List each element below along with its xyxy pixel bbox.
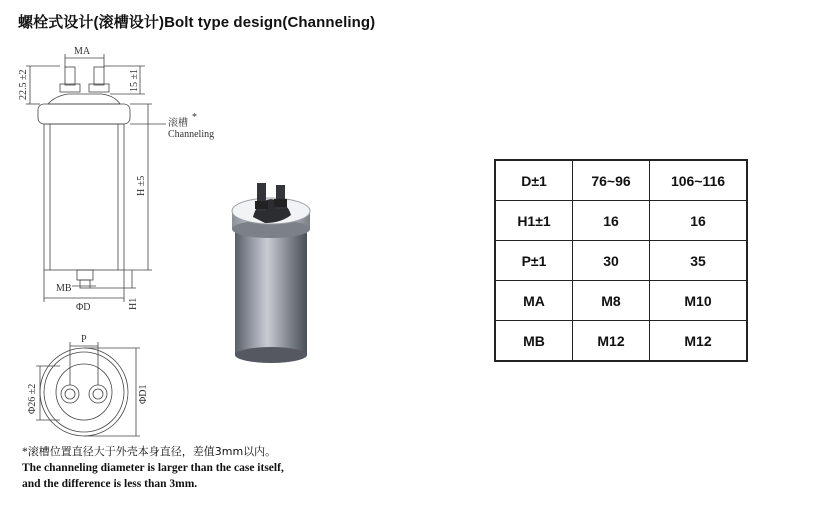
spec-table	[494, 159, 748, 362]
table-cell: MB	[495, 321, 573, 362]
table-cell: 30	[573, 241, 650, 281]
table-cell: 16	[573, 201, 650, 241]
d1-label: ΦD1	[138, 384, 149, 404]
channel-cn-label: 滚槽	[168, 118, 188, 129]
dim-top-label: 22.5 ±2	[18, 69, 29, 100]
table-cell: P±1	[495, 241, 573, 281]
table-row	[495, 281, 747, 321]
h-label: H ±5	[136, 175, 147, 196]
table-cell: MA	[495, 281, 573, 321]
note-cn: 滚槽位置直径大于外壳本身直径，差值3mm以内。	[27, 445, 277, 458]
page-title: 螺栓式设计(滚槽设计)Bolt type design(Channeling)	[18, 14, 376, 31]
mb-label: MB	[56, 283, 72, 294]
table-cell: D±1	[495, 160, 573, 201]
table-cell: M8	[573, 281, 650, 321]
footnote	[22, 444, 284, 492]
note-mark: *	[22, 446, 28, 458]
capacitor-image	[205, 165, 325, 365]
table-cell: 106~116	[650, 160, 748, 201]
p-label: P	[81, 334, 87, 345]
table-cell: M12	[650, 321, 748, 362]
table-cell: H1±1	[495, 201, 573, 241]
d-label: ΦD	[76, 302, 91, 313]
ma-label: MA	[74, 46, 91, 57]
h1-label: H1	[128, 297, 139, 310]
table-cell: 35	[650, 241, 748, 281]
note-en-line-1: The channeling diameter is larger than the case itself,	[22, 462, 284, 474]
table-row	[495, 160, 747, 201]
note-en-line-2: and the difference is less than 3mm.	[22, 478, 198, 490]
dim-right-top-label: 15 ±1	[129, 69, 140, 92]
table-row	[495, 241, 747, 281]
technical-drawing	[0, 0, 240, 440]
channel-mark: *	[192, 112, 197, 123]
channel-en-label: Channeling	[168, 129, 215, 140]
table-cell: 16	[650, 201, 748, 241]
table-cell: M12	[573, 321, 650, 362]
table-row	[495, 201, 747, 241]
table-cell: M10	[650, 281, 748, 321]
table-cell: 76~96	[573, 160, 650, 201]
table-row	[495, 321, 747, 362]
d26-label: Φ26 ±2	[27, 383, 38, 414]
